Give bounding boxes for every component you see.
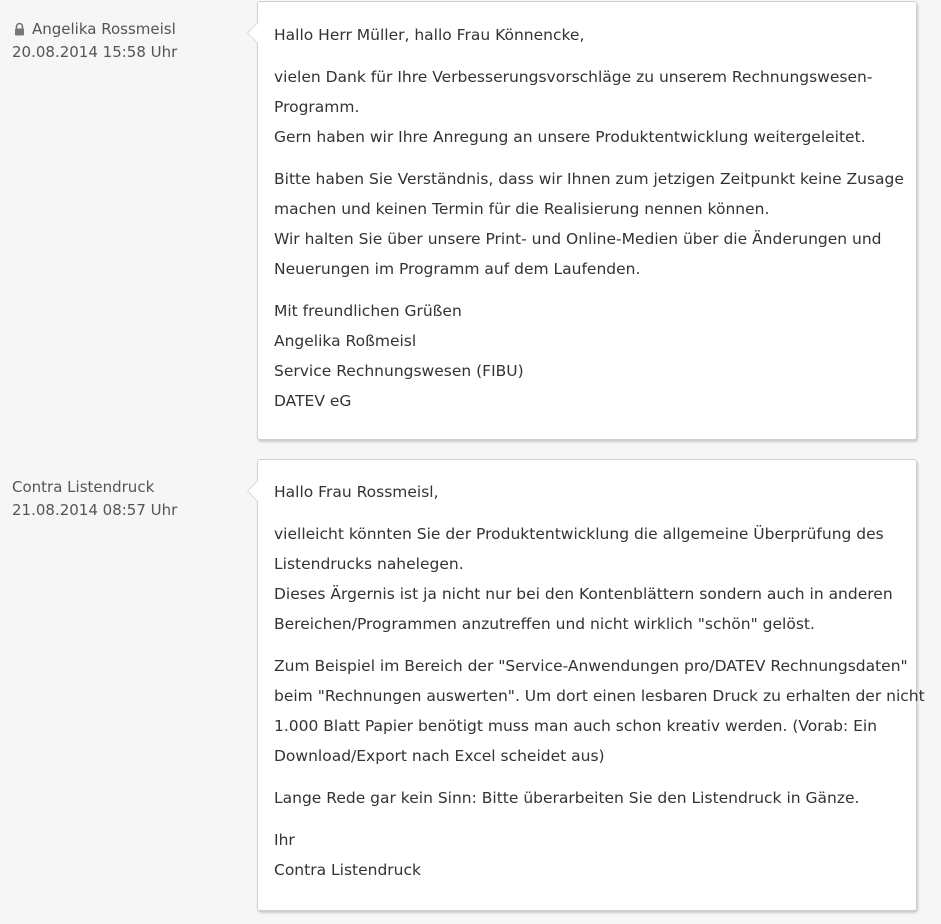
text-line: Mit freundlichen Grüßen	[274, 302, 462, 320]
text-line: vielleicht könnten Sie der Produktentwicklung die allgemeine Überprüfung des	[274, 525, 884, 543]
post-meta	[12, 18, 242, 64]
text-line: Gern haben wir Ihre Anregung an unsere Produktentwicklung weitergeleitet.	[274, 128, 866, 146]
post-body	[257, 1, 917, 440]
paragraph	[274, 20, 900, 50]
post-timestamp: 21.08.2014 08:57 Uhr	[12, 501, 178, 519]
post-author[interactable]: Angelika Rossmeisl	[32, 20, 176, 38]
text-line: 1.000 Blatt Papier benötigt muss man auch schon kreativ werden. (Vorab: Ein	[274, 717, 878, 735]
paragraph	[274, 62, 900, 152]
post-author[interactable]: Contra Listendruck	[12, 478, 155, 496]
paragraph	[274, 783, 900, 813]
post-meta	[12, 476, 242, 522]
text-line: Bitte haben Sie Verständnis, dass wir Ihnen zum jetzigen Zeitpunkt keine Zusage	[274, 170, 904, 188]
text-line: Service Rechnungswesen (FIBU)	[274, 362, 524, 380]
post-timestamp: 20.08.2014 15:58 Uhr	[12, 43, 178, 61]
text-line: Download/Export nach Excel scheidet aus)	[274, 747, 605, 765]
text-line: Hallo Herr Müller, hallo Frau Könnencke,	[274, 26, 585, 44]
paragraph	[274, 825, 900, 885]
paragraph	[274, 296, 900, 416]
text-line: beim "Rechnungen auswerten". Um dort einen lesbaren Druck zu erhalten der nicht	[274, 687, 925, 705]
paragraph	[274, 164, 904, 284]
text-line: Ihr	[274, 831, 295, 849]
text-line: Zum Beispiel im Bereich der "Service-Anwendungen pro/DATEV Rechnungsdaten"	[274, 657, 908, 675]
paragraph	[274, 651, 925, 771]
text-line: Neuerungen im Programm auf dem Laufenden.	[274, 260, 641, 278]
text-line: Hallo Frau Rossmeisl,	[274, 483, 439, 501]
text-line: Contra Listendruck	[274, 861, 421, 879]
paragraph	[274, 477, 900, 507]
post-body	[257, 459, 925, 911]
text-line: machen und keinen Termin für die Realisierung nennen können.	[274, 200, 770, 218]
text-line: Bereichen/Programmen anzutreffen und nicht wirklich "schön" gelöst.	[274, 615, 815, 633]
text-line: DATEV eG	[274, 392, 352, 410]
text-line: Dieses Ärgernis ist ja nicht nur bei den Kontenblättern sondern auch in anderen	[274, 585, 893, 603]
lock-icon	[12, 21, 27, 36]
text-line: Angelika Roßmeisl	[274, 332, 417, 350]
text-line: Programm.	[274, 98, 360, 116]
text-line: Listendrucks nahelegen.	[274, 555, 464, 573]
text-line: Wir halten Sie über unsere Print- und Online-Medien über die Änderungen und	[274, 230, 882, 248]
text-line: Lange Rede gar kein Sinn: Bitte überarbeiten Sie den Listendruck in Gänze.	[274, 789, 860, 807]
text-line: vielen Dank für Ihre Verbesserungsvorschläge zu unserem Rechnungswesen-	[274, 68, 873, 86]
paragraph	[274, 519, 900, 639]
